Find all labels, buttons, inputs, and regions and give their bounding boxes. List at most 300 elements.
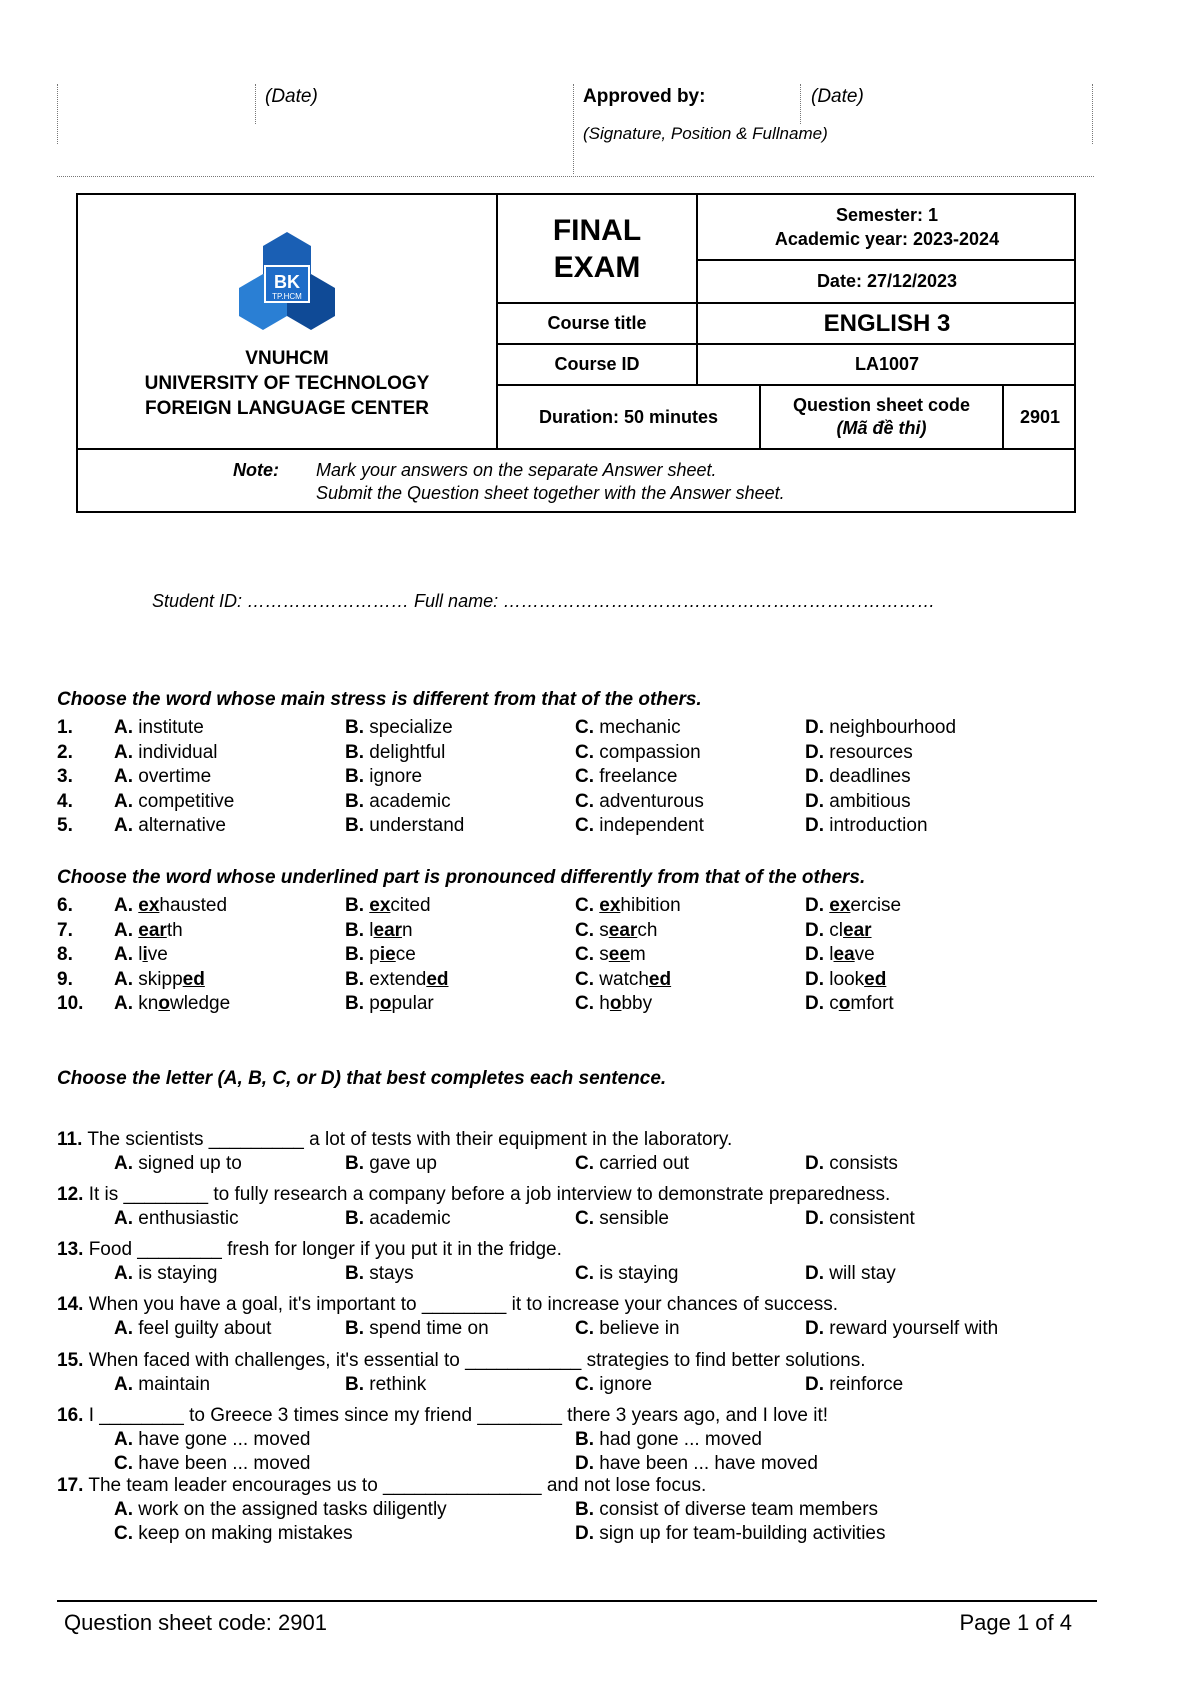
option-text: is staying [599,1263,679,1284]
word-suffix: ve [854,944,875,965]
option-text: work on the assigned tasks diligently [138,1499,447,1520]
option-letter: B. [345,1263,364,1284]
question-stem [57,1475,706,1497]
footer-rule [57,1600,1097,1602]
option-text: consist of diverse team members [599,1499,879,1520]
option-d [575,1453,818,1475]
word-prefix: l [138,944,143,965]
word-suffix: hibition [620,895,681,916]
underlined-part: ee [608,944,630,965]
word-prefix: s [599,919,609,941]
question-text: The team leader encourages us to _______________ and not lose focus. [88,1475,707,1496]
option-letter: C. [575,944,594,965]
word-prefix: kn [138,993,159,1014]
option-text: introduction [829,815,928,836]
option-letter: B. [345,717,364,738]
option-a [114,895,227,917]
signature-note: (Signature, Position & Fullname) [583,124,828,143]
option-letter: C. [575,895,594,916]
question-number: 10. [57,993,84,1014]
underlined-part: i [142,944,148,965]
section-1-instruction: Choose the word whose main stress is different from that of the others. [57,689,702,710]
option-letter: D. [805,766,824,787]
option-d [805,717,956,739]
option-letter: A. [114,1429,133,1450]
option-letter: D. [805,815,824,836]
question-number: 7. [57,919,73,941]
option-text: reward yourself with [829,1318,999,1339]
underlined-part: ex [829,895,851,916]
question-number: 16. [57,1405,84,1426]
option-text: academic [369,1208,451,1229]
option-letter: C. [114,1523,133,1544]
word-suffix: ce [395,944,416,965]
option-a [114,1153,242,1175]
underlined-part: ed [182,968,205,990]
option-b [345,742,445,764]
option-text: consists [829,1153,898,1174]
option-letter: C. [575,766,594,787]
note-line-2: Submit the Question sheet together with the Answer sheet. [316,483,785,503]
word-suffix: m [629,944,646,965]
option-d [805,766,911,788]
option-text: signed up to [138,1153,242,1174]
option-text: feel guilty about [138,1318,272,1339]
option-b [345,969,449,991]
option-text: ignore [599,1374,653,1395]
option-letter: C. [575,1263,594,1284]
word-suffix: wledge [169,993,231,1014]
option-c [575,993,652,1015]
option-a [114,1374,210,1396]
option-letter: D. [805,790,824,812]
question-number: 4. [57,790,73,812]
option-text: freelance [599,766,678,787]
option-text: understand [369,815,465,836]
footer-page-number: Page 1 of 4 [959,1610,1072,1635]
option-d [805,969,886,991]
option-letter: D. [575,1523,594,1544]
option-letter: D. [805,944,824,965]
option-c [575,742,701,764]
option-d [805,993,894,1015]
option-letter: B. [345,1208,364,1229]
semester-cell [696,195,1076,259]
question-text: When faced with challenges, it's essential to ___________ strategies to find better solutions. [88,1350,866,1371]
option-text: have been ... moved [138,1453,311,1474]
word-prefix: extend [369,968,427,990]
option-text: sensible [599,1208,669,1229]
option-letter: A. [114,1499,133,1520]
option-text: will stay [829,1263,896,1284]
approval-date-right: (Date) [811,86,864,107]
underlined-part: ea [833,944,855,965]
question-number: 3. [57,766,73,787]
option-letter: A. [114,1263,133,1284]
underlined-part: ear [843,919,872,941]
student-info-line: Student ID: ……………………… Full name: ……………………………………………………………… [152,591,936,611]
option-letter: B. [345,741,364,763]
option-text: keep on making mistakes [138,1523,353,1544]
word-suffix: cited [390,895,431,916]
option-d [805,1208,915,1230]
option-b [345,1318,489,1340]
option-letter: B. [345,895,364,916]
logo-text-main: BK [274,272,300,292]
option-b [345,920,413,942]
underlined-part: o [379,993,392,1014]
option-c [575,717,681,739]
option-letter: D. [805,1374,824,1395]
word-prefix: skipp [138,968,183,990]
option-d [805,944,875,966]
question-number: 13. [57,1239,84,1260]
option-c [575,1208,669,1230]
option-d [805,895,901,917]
note-line-1: Mark your answers on the separate Answer sheet. [316,460,717,480]
option-a [114,1429,310,1451]
option-c [575,815,704,837]
option-c [575,944,646,966]
underlined-part: o [158,993,170,1014]
option-letter: D. [575,1453,594,1474]
underlined-part: ie [379,944,396,965]
approval-date-left: (Date) [265,86,318,107]
option-letter: A. [114,1153,133,1174]
option-d [805,1263,896,1285]
option-letter: B. [345,766,364,787]
word-suffix: th [166,919,183,941]
option-letter: D. [805,1208,824,1229]
option-letter: B. [345,944,364,965]
word-prefix: s [599,944,609,965]
option-text: spend time on [369,1318,489,1339]
approved-by-label: Approved by: [583,86,706,107]
option-letter: D. [805,919,824,941]
option-b [345,766,422,788]
option-b [575,1499,878,1521]
option-text: stays [369,1263,414,1284]
underlined-part: ex [138,895,160,916]
question-stem [57,1294,838,1316]
org-line-3: FOREIGN LANGUAGE CENTER [145,398,429,419]
option-a [114,969,205,991]
option-text: neighbourhood [829,717,957,738]
option-text: overtime [138,766,212,787]
option-text: deadlines [829,766,911,787]
option-letter: B. [345,1374,364,1395]
option-d [805,1374,903,1396]
option-letter: C. [575,1208,594,1229]
option-c [575,920,657,942]
question-text: When you have a goal, it's important to ________ it to increase your chances of success. [88,1294,838,1315]
underlined-part: ex [369,895,391,916]
option-text: individual [138,741,218,763]
exam-title-line-2: EXAM [553,250,641,284]
option-b [345,1153,437,1175]
option-a [114,791,234,813]
option-text: mechanic [599,717,681,738]
question-number: 1. [57,717,73,738]
option-letter: D. [805,1263,824,1284]
word-suffix: n [402,919,413,941]
option-letter: B. [575,1429,594,1450]
option-d [805,920,872,942]
option-letter: C. [575,1374,594,1395]
option-text: independent [599,815,704,836]
option-b [345,1208,451,1230]
option-c [575,791,704,813]
option-letter: D. [805,968,824,990]
question-text: The scientists _________ a lot of tests with their equipment in the laboratory. [87,1129,733,1150]
option-a [114,717,204,739]
option-letter: C. [575,1153,594,1174]
option-letter: A. [114,944,133,965]
option-c [114,1453,310,1475]
question-number: 9. [57,968,73,990]
option-text: enthusiastic [138,1208,239,1229]
option-text: ignore [369,766,423,787]
option-letter: A. [114,815,133,836]
org-line-2: UNIVERSITY OF TECHNOLOGY [144,373,430,394]
word-suffix: ve [147,944,168,965]
option-d [805,742,913,764]
option-b [345,791,451,813]
underlined-part: ex [599,895,621,916]
option-text: competitive [138,790,235,812]
question-number: 17. [57,1475,84,1496]
option-text: have been ... have moved [599,1453,818,1474]
option-d [575,1523,885,1545]
option-c [575,1263,678,1285]
exam-title-line-1: FINAL [552,213,642,247]
university-logo-icon [235,230,339,332]
qsc-value: 2901 [1002,384,1076,448]
option-letter: C. [575,717,594,738]
option-a [114,1208,239,1230]
option-text: carried out [599,1153,690,1174]
option-letter: D. [805,1318,824,1339]
option-letter: C. [575,741,594,763]
option-d [805,1153,898,1175]
qsc-label: Question sheet code [792,395,971,415]
option-b [345,895,431,917]
option-b [345,717,453,739]
option-letter: B. [345,919,364,941]
course-id-value: LA1007 [696,343,1076,384]
option-text: reinforce [829,1374,904,1395]
option-b [345,1374,426,1396]
option-text: delightful [369,741,446,763]
question-stem [57,1184,890,1206]
option-letter: A. [114,895,133,916]
option-letter: D. [805,741,824,763]
option-a [114,815,226,837]
word-suffix: mfort [850,993,894,1014]
option-letter: D. [805,895,824,916]
word-suffix: hausted [159,895,228,916]
word-prefix: c [829,993,839,1014]
option-letter: B. [345,790,364,812]
option-letter: C. [575,968,594,990]
option-letter: A. [114,968,133,990]
question-number: 15. [57,1350,84,1371]
option-letter: A. [114,1374,133,1395]
question-stem [57,1239,562,1261]
option-text: is staying [138,1263,218,1284]
duration: Duration: 50 minutes [496,384,759,448]
underlined-part: ed [426,968,449,990]
underlined-part: ear [373,919,403,941]
option-letter: B. [345,1318,364,1339]
option-a [114,766,211,788]
option-a [114,993,230,1015]
option-letter: C. [575,815,594,836]
option-text: resources [829,741,913,763]
org-line-1: VNUHCM [245,348,329,369]
option-c [575,766,677,788]
option-b [345,1263,414,1285]
option-text: ambitious [829,790,911,812]
exam-title [496,195,696,302]
question-text: I ________ to Greece 3 times since my friend ________ there 3 years ago, and I love it! [88,1405,829,1426]
option-c [575,1153,689,1175]
option-text: institute [138,717,204,738]
option-text: rethink [369,1374,427,1395]
option-d [805,1318,998,1340]
question-number: 11. [57,1129,83,1150]
question-number: 12. [57,1184,84,1205]
question-number: 2. [57,741,73,763]
option-letter: C. [575,993,594,1014]
option-c [575,1318,680,1340]
word-prefix: p [369,993,380,1014]
option-text: adventurous [599,790,704,812]
word-suffix: bby [621,993,653,1014]
option-letter: D. [805,993,824,1014]
option-c [575,895,681,917]
word-suffix: ercise [850,895,902,916]
option-letter: A. [114,1318,133,1339]
option-a [114,944,168,966]
option-text: believe in [599,1318,680,1339]
option-letter: A. [114,741,133,763]
option-letter: A. [114,919,133,941]
question-number: 14. [57,1294,84,1315]
option-a [114,920,183,942]
option-text: sign up for team-building activities [599,1523,886,1544]
option-text: specialize [369,717,453,738]
option-b [575,1429,762,1451]
option-text: alternative [138,815,226,836]
option-b [345,944,416,966]
word-suffix: pular [391,993,434,1014]
word-suffix: ch [637,919,658,941]
word-prefix: l [829,944,834,965]
option-letter: D. [805,1153,824,1174]
option-b [345,815,464,837]
note-label: Note: [233,460,279,480]
option-letter: C. [114,1453,133,1474]
option-b [345,993,434,1015]
option-text: consistent [829,1208,915,1229]
word-prefix: look [829,968,865,990]
exam-date: Date: 27/12/2023 [696,259,1076,302]
option-letter: A. [114,790,133,812]
question-number: 6. [57,895,73,916]
question-text: Food ________ fresh for longer if you put it in the fridge. [88,1239,562,1260]
qsc-label-cell [759,384,1002,448]
option-letter: A. [114,1208,133,1229]
option-letter: B. [345,993,364,1014]
semester: Semester: 1 [835,205,939,225]
question-stem [57,1350,865,1372]
logo-text-sub: TP.HCM [272,292,302,301]
underlined-part: ed [648,968,672,990]
academic-year: Academic year: 2023-2024 [774,229,1000,249]
word-prefix: p [369,944,380,965]
option-a [114,1318,271,1340]
option-d [805,791,911,813]
option-c [575,1374,652,1396]
org-block [78,195,496,448]
option-letter: C. [575,1318,594,1339]
option-c [114,1523,353,1545]
option-text: academic [369,790,451,812]
underlined-part: ed [864,968,887,990]
option-text: compassion [599,741,701,763]
footer-sheet-code: Question sheet code: 2901 [64,1610,327,1635]
qsc-label-vi: (Mã đề thi) [836,418,927,438]
note-row [78,448,1076,513]
option-a [114,1263,217,1285]
option-c [575,969,671,991]
option-letter: C. [575,790,594,812]
option-a [114,1499,447,1521]
option-letter: A. [114,717,133,738]
option-text: had gone ... moved [599,1429,762,1450]
option-text: maintain [138,1374,211,1395]
underlined-part: o [609,993,622,1014]
underlined-part: ear [608,919,638,941]
option-letter: B. [345,1153,364,1174]
question-stem [57,1129,732,1151]
course-title-label: Course title [496,302,696,343]
word-prefix: cl [829,919,844,941]
section-2-instruction: Choose the word whose underlined part is pronounced differently from that of the others. [57,867,866,888]
option-letter: B. [345,815,364,836]
option-a [114,742,218,764]
option-letter: A. [114,766,133,787]
question-number: 8. [57,944,73,965]
underlined-part: ear [138,919,167,941]
option-letter: C. [575,919,594,941]
word-prefix: h [599,993,610,1014]
underlined-part: o [838,993,851,1014]
word-prefix: l [369,919,374,941]
option-letter: A. [114,993,133,1014]
option-text: gave up [369,1153,437,1174]
option-text: have gone ... moved [138,1429,311,1450]
option-d [805,815,928,837]
question-number: 5. [57,815,73,836]
course-id-label: Course ID [496,343,696,384]
question-text: It is ________ to fully research a company before a job interview to demonstrate preparedness. [88,1184,891,1205]
question-stem [57,1405,828,1427]
word-prefix: watch [599,968,649,990]
section-3-instruction: Choose the letter (A, B, C, or D) that best completes each sentence. [57,1068,667,1089]
option-letter: B. [345,968,364,990]
